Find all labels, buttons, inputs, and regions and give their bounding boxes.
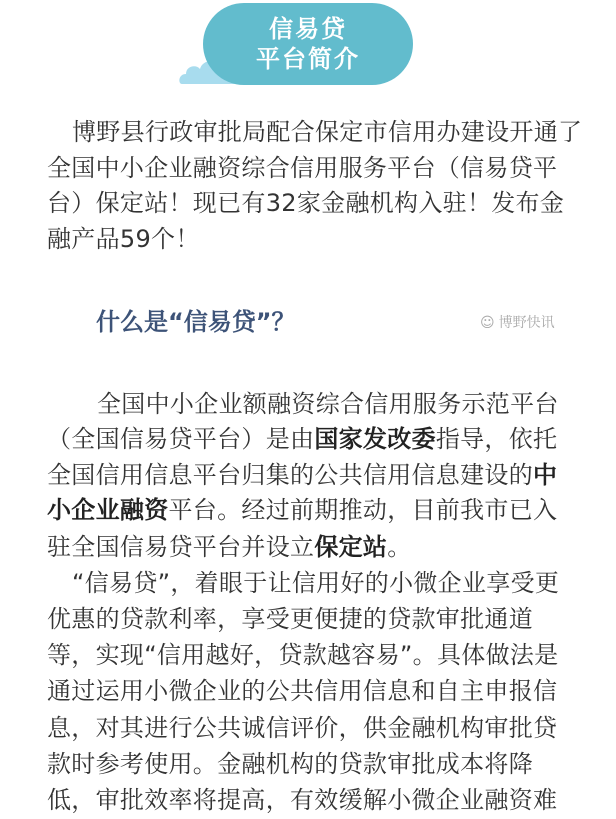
bold-text: 保定站 — [314, 533, 388, 561]
text-line — [47, 224, 200, 254]
text-segment: 融产品59个！ — [47, 225, 200, 253]
text-segment: 指导，依托 — [435, 425, 558, 453]
text-segment: 通过运用小微企业的公共信用信息和自主申报信 — [47, 677, 558, 705]
text-line — [47, 604, 533, 634]
text-segment: 款时参考使用。金融机构的贷款审批成本将降 — [47, 750, 533, 778]
text-segment: 平台。经过前期推动，目前我市已入 — [168, 496, 558, 524]
text-line — [72, 568, 559, 598]
text-segment: 等，实现“信用越好，贷款越容易”。具体做法是 — [47, 641, 559, 669]
text-line — [47, 785, 557, 815]
text-line — [47, 188, 564, 218]
banner-title-line1: 信易贷 — [269, 15, 347, 43]
text-segment: 。 — [387, 533, 412, 561]
text-line — [97, 389, 559, 419]
text-segment: 低，审批效率将提高，有效缓解小微企业融资难 — [47, 786, 558, 814]
text-segment: （全国信易贷平台）是由 — [47, 425, 315, 453]
text-segment: 全国中小企业额融资综合信用服务示范平台 — [97, 390, 559, 418]
text-segment: 优惠的贷款利率，享受更便捷的贷款审批通道 — [47, 605, 533, 633]
section-banner — [203, 3, 413, 85]
text-segment: 全国中小企业融资综合信用服务平台（信易贷平 — [47, 154, 558, 182]
text-segment: “信易贷”，着眼于让信用好的小微企业享受更 — [72, 569, 560, 597]
watermark-text: 博野快讯 — [498, 315, 555, 331]
text-segment: 博野县行政审批局配合保定市信用办建设开通了 — [72, 118, 583, 146]
text-segment: 驻全国信易贷平台并设立 — [47, 533, 315, 561]
text-line — [47, 460, 557, 490]
text-line — [47, 676, 557, 706]
text-segment: 全国信用信息平台归集的公共信用信息建设的 — [47, 461, 533, 489]
banner-title-line2: 平台简介 — [256, 45, 360, 73]
text-line — [47, 495, 557, 525]
text-line — [72, 117, 582, 147]
text-segment: 台）保定站！现已有32家金融机构入驻！发布金 — [47, 189, 565, 217]
text-line — [47, 749, 533, 779]
text-line — [47, 153, 557, 183]
watermark — [480, 314, 555, 332]
bold-text: 国家发改委 — [314, 425, 436, 453]
bold-text: 小企业融资 — [47, 496, 169, 524]
text-line — [47, 640, 558, 670]
text-line — [47, 713, 557, 743]
wechat-icon: ☺ — [480, 315, 495, 331]
section-heading: 什么是“信易贷”？ — [96, 308, 296, 336]
text-segment: 息，对其进行公共诚信评价，供金融机构审批贷 — [47, 714, 558, 742]
bold-text: 中 — [533, 461, 558, 489]
text-line — [47, 424, 557, 454]
text-line — [47, 532, 412, 562]
